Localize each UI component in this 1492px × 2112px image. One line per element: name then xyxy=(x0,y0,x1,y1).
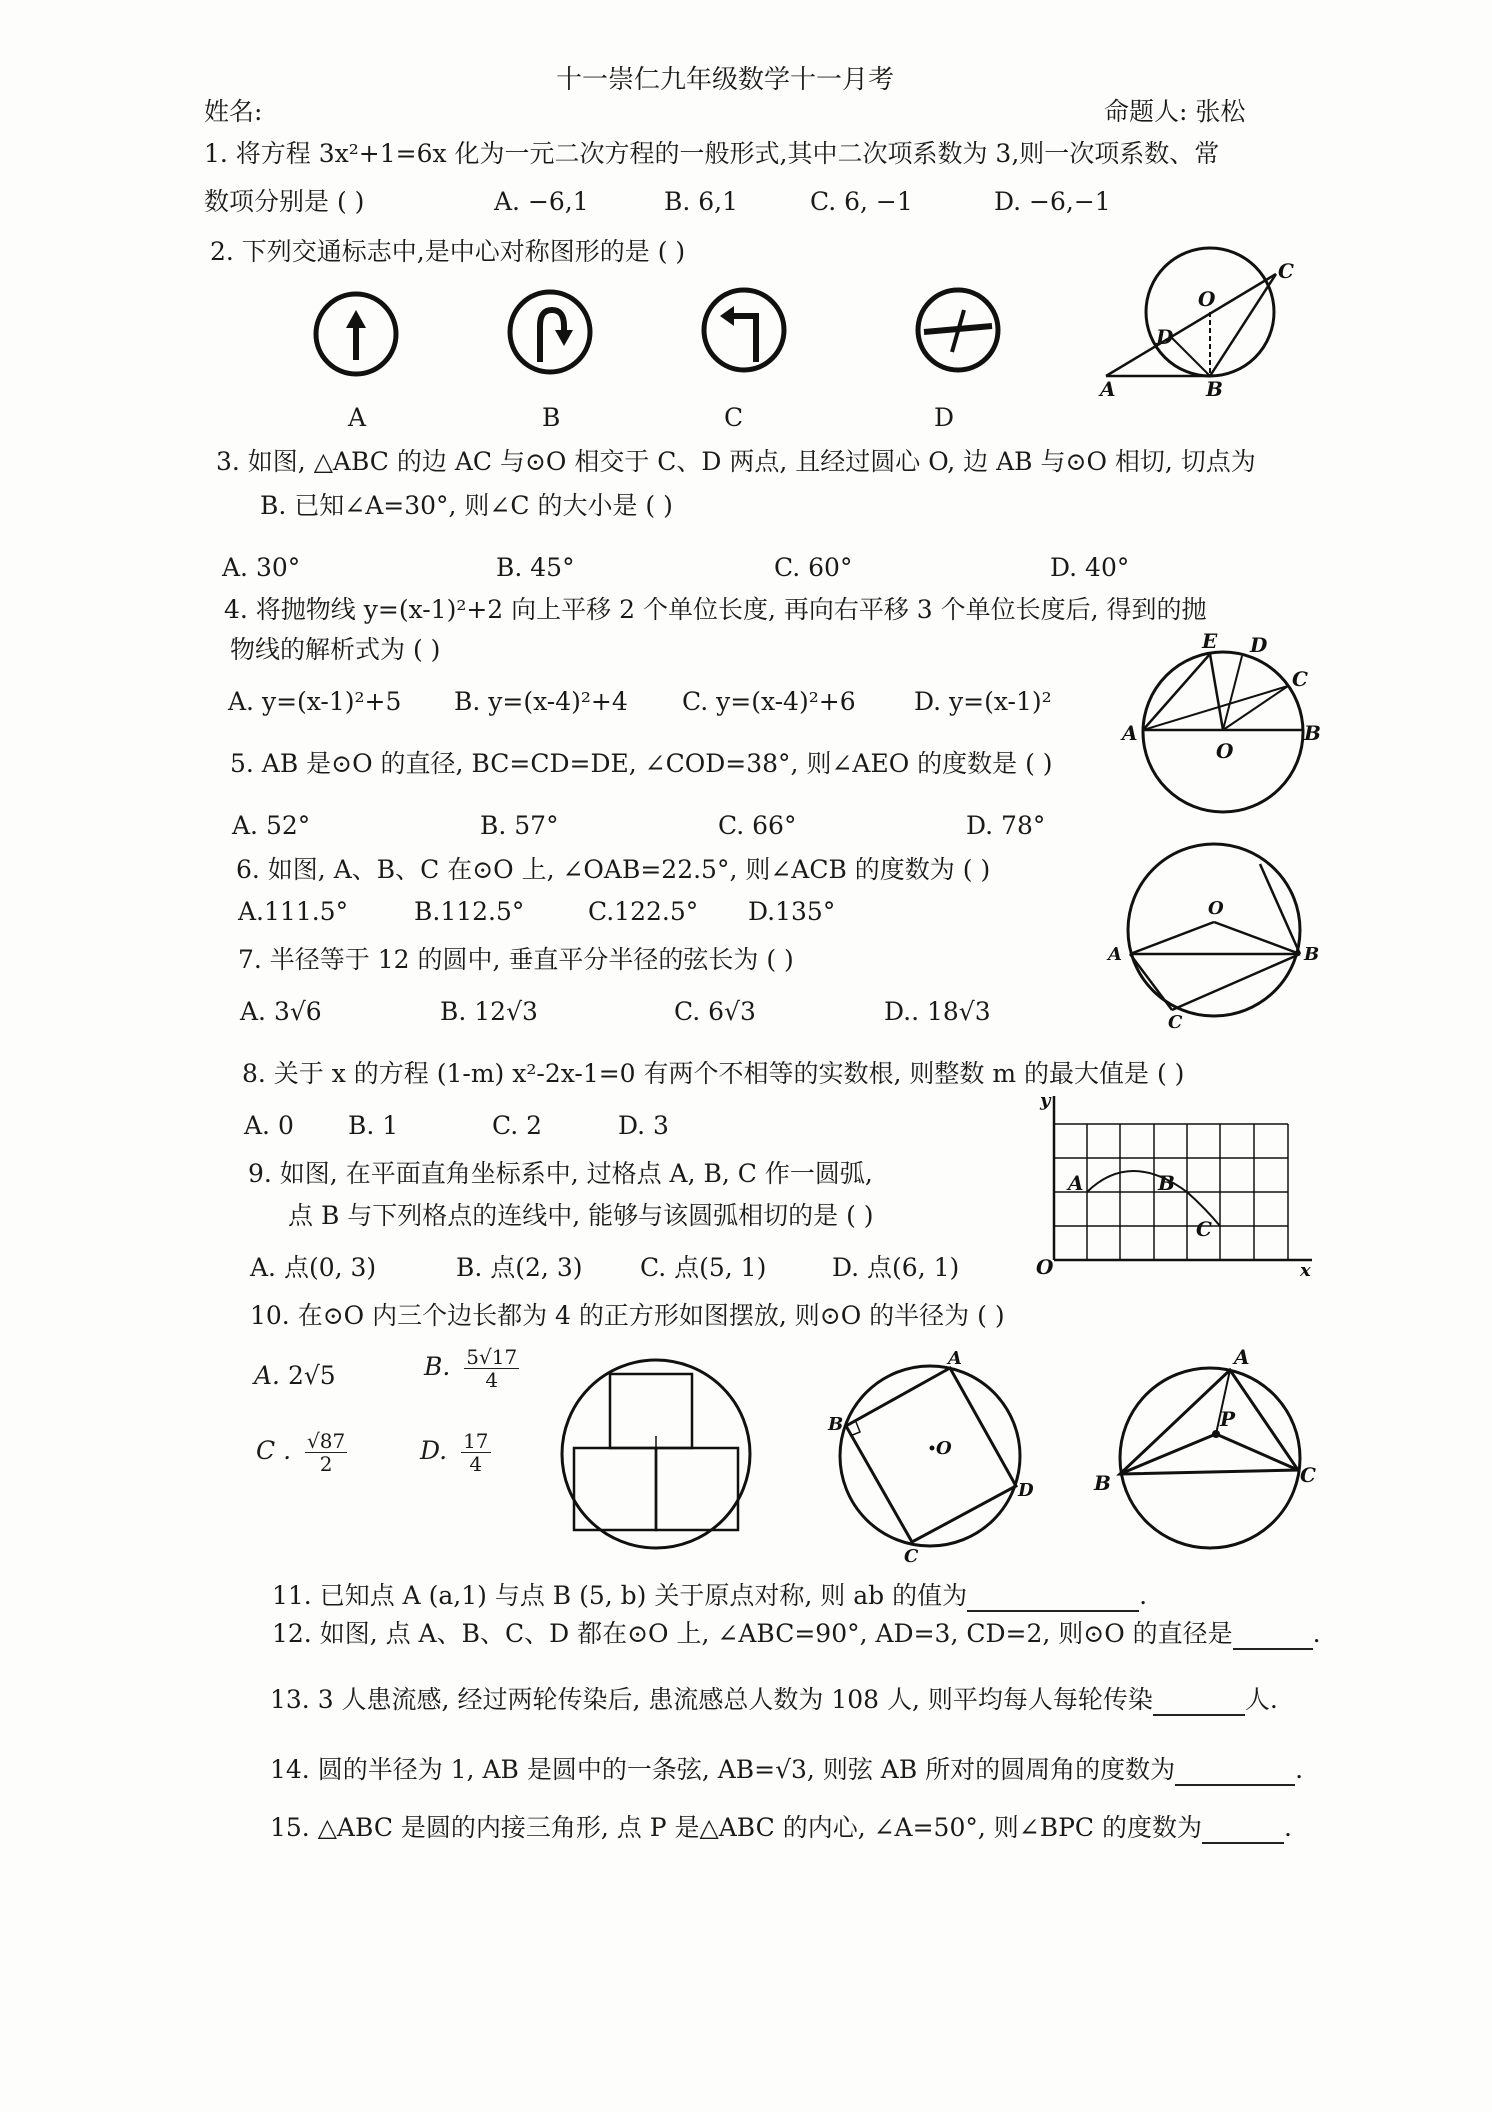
q12-figure xyxy=(820,1348,1040,1568)
q11-prompt: 11. 已知点 A (a,1) 与点 B (5, b) 关于原点对称, 则 ab 的值为 xyxy=(272,1581,968,1610)
q5-label-e: E xyxy=(1202,629,1218,653)
q15-label-c: C xyxy=(1300,1463,1316,1487)
author-label: 命题人: 张松 xyxy=(1104,97,1246,126)
q5-label-d: D xyxy=(1250,633,1268,657)
q15-prompt: 15. △ABC 是圆的内接三角形, 点 P 是△ABC 的内心, ∠A=50°, 则∠BPC 的度数为 xyxy=(270,1813,1202,1842)
q6-option-b: B.112.5° xyxy=(414,897,525,926)
q4-option-d: D. y=(x-1)² xyxy=(914,687,1052,716)
q14-answer-blank[interactable] xyxy=(1175,1760,1295,1786)
q12-answer-blank[interactable] xyxy=(1233,1624,1313,1650)
q7-option-c: C. 6√3 xyxy=(674,997,756,1026)
q9-label-a: A xyxy=(1068,1171,1084,1195)
q3-label-c: C xyxy=(1278,259,1294,283)
q9-option-c: C. 点(5, 1) xyxy=(640,1253,767,1282)
q6-option-d: D.135° xyxy=(748,897,836,926)
q7-text: 7. 半径等于 12 的圆中, 垂直平分半径的弦长为 ( ) xyxy=(238,945,794,974)
q12-label-c: C xyxy=(904,1546,919,1567)
q10-option-a-letter: A. xyxy=(254,1361,281,1390)
q3-option-c: C. 60° xyxy=(774,553,853,582)
q7-option-d: D.. 18√3 xyxy=(884,997,991,1026)
q9-text-line1: 9. 如图, 在平面直角坐标系中, 过格点 A, B, C 作一圆弧, xyxy=(248,1159,873,1188)
traffic-signs xyxy=(300,280,1060,400)
q4-option-c: C. y=(x-4)²+6 xyxy=(682,687,856,716)
q2-label-a: A xyxy=(348,403,367,432)
q4-text-line2: 物线的解析式为 ( ) xyxy=(230,635,441,664)
q6-text: 6. 如图, A、B、C 在⊙O 上, ∠OAB=22.5°, 则∠ACB 的度数为 ( ) xyxy=(236,855,991,884)
q9-label-x: x xyxy=(1300,1260,1311,1281)
q5-option-a: A. 52° xyxy=(232,811,311,840)
q9-option-d: D. 点(6, 1) xyxy=(832,1253,960,1282)
q10-text: 10. 在⊙O 内三个边长都为 4 的正方形如图摆放, 则⊙O 的半径为 ( ) xyxy=(250,1301,1005,1330)
q1-text-line2: 数项分别是 ( ) xyxy=(204,187,365,216)
q1-option-b: B. 6,1 xyxy=(664,187,739,216)
q1-text-line1: 1. 将方程 3x²+1=6x 化为一元二次方程的一般形式,其中二次项系数为 3,则一次项系数、常 xyxy=(204,139,1220,168)
q10-option-c xyxy=(256,1430,347,1490)
q4-text-line1: 4. 将抛物线 y=(x-1)²+2 向上平移 2 个单位长度, 再向右平移 3 个单位长度后, 得到的抛 xyxy=(224,595,1207,624)
q10-option-b xyxy=(424,1346,519,1406)
q9-text-line2: 点 B 与下列格点的连线中, 能够与该圆弧相切的是 ( ) xyxy=(288,1201,874,1230)
q1-option-a: A. −6,1 xyxy=(494,187,589,216)
q13-text xyxy=(270,1684,1278,1716)
q5-option-c: C. 66° xyxy=(718,811,797,840)
q8-option-c: C. 2 xyxy=(492,1111,543,1140)
q3-text-line2: B. 已知∠A=30°, 则∠C 的大小是 ( ) xyxy=(260,491,673,520)
turn-left-icon xyxy=(704,290,784,370)
q12-text: 12. 如图, 点 A、B、C、D 都在⊙O 上, ∠ABC=90°, AD=3, CD=2, 则⊙O 的直径是 . xyxy=(272,1619,1321,1648)
q9-option-a: A. 点(0, 3) xyxy=(250,1253,377,1282)
q12-prompt: 12. 如图, 点 A、B、C、D 都在⊙O 上, ∠ABC=90°, AD=3, CD=2, 则⊙O 的直径是 xyxy=(272,1619,1233,1648)
q10-option-d-letter: D. xyxy=(420,1436,448,1465)
q5-option-d: D. 78° xyxy=(966,811,1046,840)
q10-option-d-denominator: 4 xyxy=(469,1452,483,1476)
q9-label-c: C xyxy=(1196,1217,1212,1241)
q6-figure xyxy=(1100,830,1330,1033)
q13-suffix: 人. xyxy=(1244,1685,1278,1714)
name-label: 姓名: xyxy=(204,97,263,126)
q11-answer-blank[interactable] xyxy=(967,1586,1139,1612)
q5-label-a: A xyxy=(1122,721,1138,745)
q14-text: 14. 圆的半径为 1, AB 是圆中的一条弦, AB=√3, 则弦 AB 所对的圆周角的度数为 . xyxy=(270,1755,1304,1784)
q10-option-d xyxy=(420,1430,491,1490)
q14-prompt: 14. 圆的半径为 1, AB 是圆中的一条弦, AB=√3, 则弦 AB 所对的圆周角的度数为 xyxy=(270,1755,1176,1784)
q15-figure xyxy=(1090,1342,1316,1562)
q9-label-y: y xyxy=(1040,1090,1051,1111)
q10-option-c-letter: C . xyxy=(256,1436,292,1465)
q13-prompt: 13. 3 人患流感, 经过两轮传染后, 患流感总人数为 108 人, 则平均每人每轮传染 xyxy=(270,1685,1153,1714)
q3-label-o: O xyxy=(1198,287,1216,311)
q1-option-d: D. −6,−1 xyxy=(994,187,1111,216)
q4-option-b: B. y=(x-4)²+4 xyxy=(454,687,628,716)
q12-label-o: O xyxy=(936,1438,952,1459)
q8-option-d: D. 3 xyxy=(618,1111,669,1140)
q1-option-c: C. 6, −1 xyxy=(810,187,913,216)
q5-label-o: O xyxy=(1216,739,1234,763)
q6-label-c: C xyxy=(1168,1012,1183,1033)
q13-answer-blank[interactable] xyxy=(1153,1690,1245,1716)
q2-label-d: D xyxy=(934,403,955,432)
q6-option-c: C.122.5° xyxy=(588,897,699,926)
q8-text: 8. 关于 x 的方程 (1-m) x²-2x-1=0 有两个不相等的实数根, 则整数 m 的最大值是 ( ) xyxy=(242,1059,1185,1088)
q10-option-c-numerator: √87 xyxy=(306,1429,346,1453)
q5-label-c: C xyxy=(1292,667,1308,691)
q15-label-b: B xyxy=(1094,1471,1111,1495)
q12-label-b: B xyxy=(828,1414,844,1435)
q9-label-o: O xyxy=(1036,1255,1054,1279)
q3-option-b: B. 45° xyxy=(496,553,575,582)
q5-label-b: B xyxy=(1304,721,1321,745)
q3-label-a: A xyxy=(1100,377,1116,401)
q10-option-a xyxy=(254,1360,336,1392)
q15-label-a: A xyxy=(1234,1345,1250,1369)
arrow-up-icon xyxy=(316,294,396,374)
q10-option-b-numerator: 5√17 xyxy=(466,1345,518,1369)
q15-label-p: P xyxy=(1220,1407,1236,1431)
q3-option-a: A. 30° xyxy=(222,553,301,582)
q6-option-a: A.111.5° xyxy=(238,897,349,926)
q5-figure xyxy=(1120,630,1330,810)
q6-label-o: O xyxy=(1208,898,1224,919)
q5-text: 5. AB 是⊙O 的直径, BC=CD=DE, ∠COD=38°, 则∠AEO 的度数是 ( ) xyxy=(230,749,1053,778)
u-turn-icon xyxy=(510,292,590,372)
q12-label-a: A xyxy=(948,1348,962,1369)
q12-label-d: D xyxy=(1018,1480,1034,1501)
q3-label-b: B xyxy=(1206,377,1223,401)
q2-label-c: C xyxy=(724,403,744,432)
q10-option-d-numerator: 17 xyxy=(463,1429,489,1453)
q3-label-d: D xyxy=(1156,325,1174,349)
q10-option-b-denominator: 4 xyxy=(485,1368,499,1392)
q3-option-d: D. 40° xyxy=(1050,553,1130,582)
q10-option-c-denominator: 2 xyxy=(319,1452,333,1476)
q10-option-a-value: 2√5 xyxy=(287,1361,336,1390)
q15-text: 15. △ABC 是圆的内接三角形, 点 P 是△ABC 的内心, ∠A=50°, 则∠BPC 的度数为 . xyxy=(270,1813,1292,1842)
q11-text: 11. 已知点 A (a,1) 与点 B (5, b) 关于原点对称, 则 ab 的值为 . xyxy=(272,1581,1148,1610)
q2-label-b: B xyxy=(542,403,561,432)
q6-label-a: A xyxy=(1108,944,1122,965)
q10-squares-figure xyxy=(556,1354,756,1554)
q6-label-b: B xyxy=(1304,944,1320,965)
q7-option-b: B. 12√3 xyxy=(440,997,538,1026)
q3-text-line1: 3. 如图, △ABC 的边 AC 与⊙O 相交于 C、D 两点, 且经过圆心 O, 边 AB 与⊙O 相切, 切点为 xyxy=(216,447,1256,476)
q8-option-b: B. 1 xyxy=(348,1111,399,1140)
q9-label-b: B xyxy=(1158,1171,1175,1195)
q3-figure xyxy=(1100,250,1300,400)
q7-option-a: A. 3√6 xyxy=(240,997,322,1026)
q8-option-a: A. 0 xyxy=(244,1111,294,1140)
q15-answer-blank[interactable] xyxy=(1202,1818,1284,1844)
q2-text: 2. 下列交通标志中,是中心对称图形的是 ( ) xyxy=(210,237,686,266)
page-title: 十一崇仁九年级数学十一月考 xyxy=(556,65,895,95)
q9-figure xyxy=(1030,1090,1320,1280)
q10-option-b-letter: B. xyxy=(424,1352,451,1381)
q4-option-a: A. y=(x-1)²+5 xyxy=(228,687,402,716)
q9-option-b: B. 点(2, 3) xyxy=(456,1253,583,1282)
no-entry-slash-icon xyxy=(918,290,998,370)
q5-option-b: B. 57° xyxy=(480,811,559,840)
